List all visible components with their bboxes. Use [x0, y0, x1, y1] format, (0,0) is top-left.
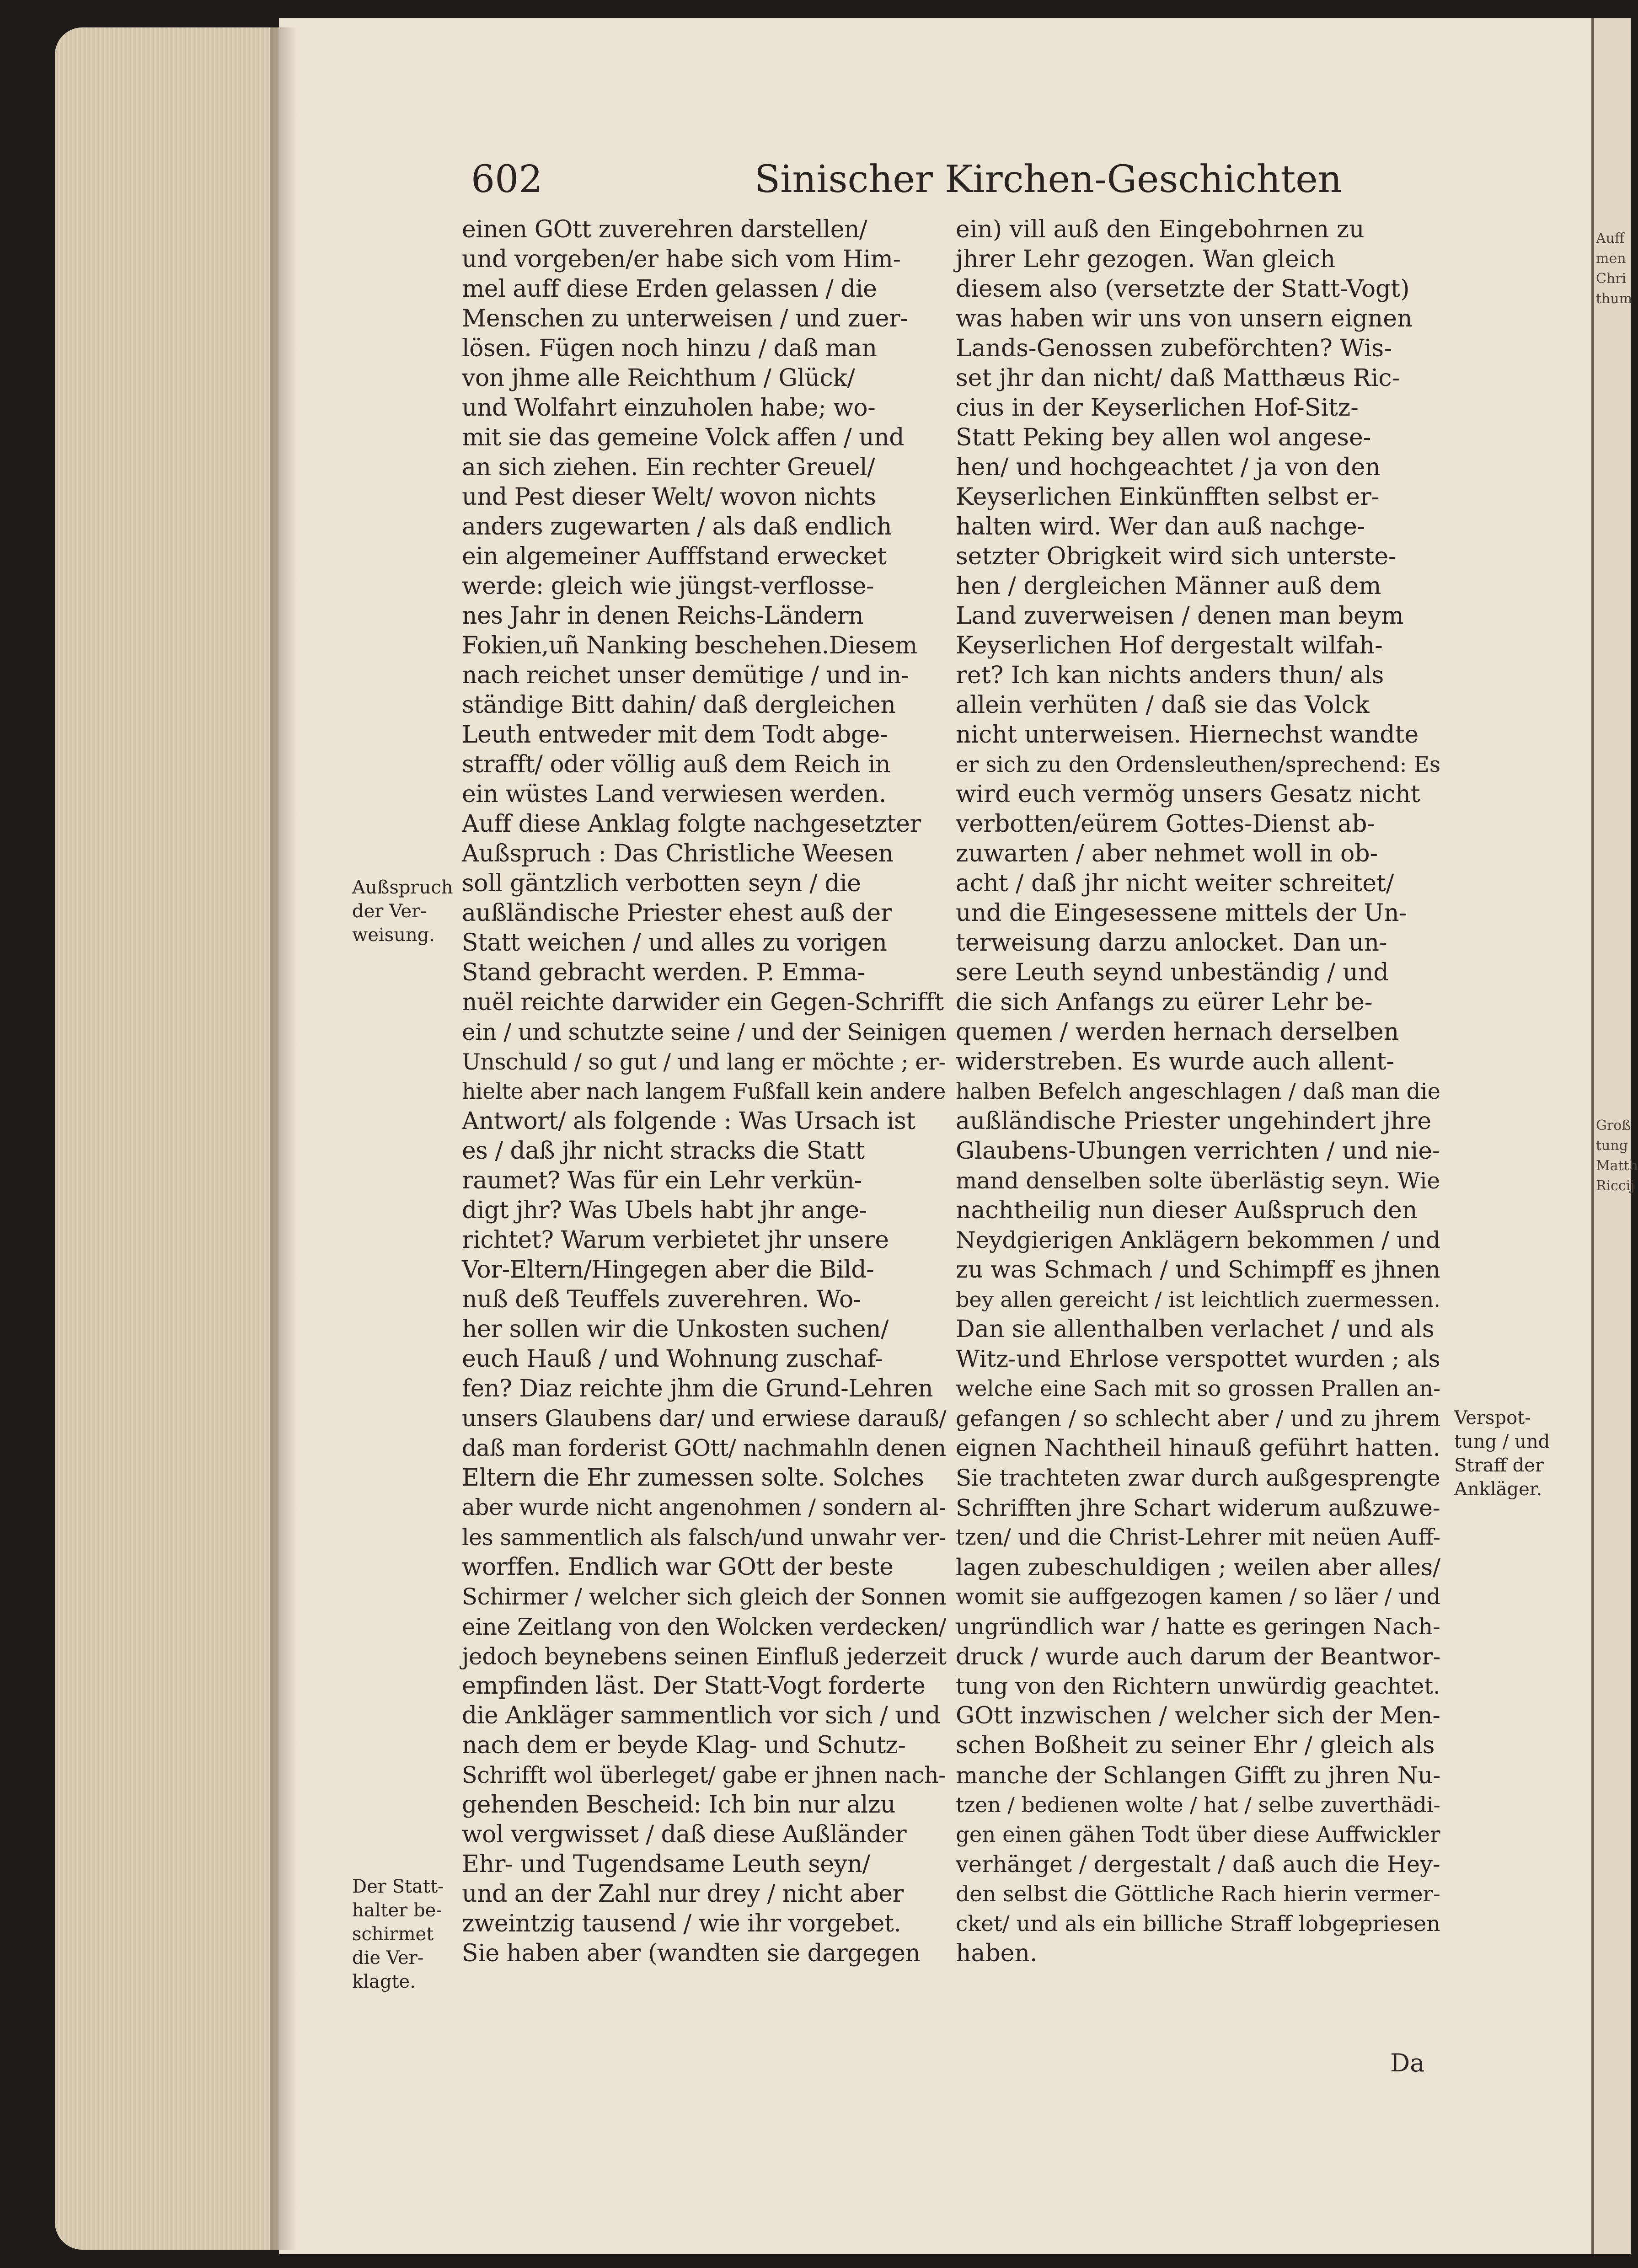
page-number: 602: [471, 158, 543, 201]
text-line: Neydgierigen Anklägern bekommen / und: [956, 1227, 1440, 1253]
text-line: fen? Diaz reichte jhm die Grund-Lehren: [462, 1375, 933, 1402]
text-line: verbotten/eürem Gottes-Dienst ab-: [956, 810, 1376, 838]
text-line: quemen / werden hernach derselben: [956, 1018, 1399, 1046]
fragment-line: tung: [1596, 1138, 1628, 1154]
text-line: außländische Priester ungehindert jhre: [956, 1107, 1432, 1135]
text-line: Sie trachteten zwar durch außgesprengte: [956, 1465, 1440, 1491]
margin-note-line: die Ver-: [352, 1947, 424, 1968]
text-line: digt jhr? Was Ubels habt jhr ange-: [462, 1197, 867, 1224]
text-line: tzen / bedienen wolte / hat / selbe zuverthädi-: [956, 1793, 1440, 1817]
text-line: Unschuld / so gut / und lang er möchte ; er-: [462, 1049, 946, 1075]
left-text-column: [462, 215, 947, 1968]
margin-note-line: Ankläger.: [1454, 1479, 1542, 1500]
margin-note-line: halter be-: [352, 1900, 442, 1921]
text-line: womit sie auffgezogen kamen / so läer / und: [956, 1584, 1440, 1610]
text-line: her sollen wir die Unkosten suchen/: [462, 1316, 889, 1343]
text-line: ein wüstes Land verwiesen werden.: [462, 781, 886, 808]
text-line: lagen zubeschuldigen ; weilen aber alles/: [956, 1554, 1441, 1581]
margin-note-verspottung: [1454, 1406, 1559, 1501]
text-line: worffen. Endlich war GOtt der beste: [462, 1553, 894, 1581]
text-line: Glaubens-Ubungen verrichten / und nie-: [956, 1137, 1440, 1165]
text-line: nuß deß Teuffels zuverehren. Wo-: [462, 1286, 861, 1313]
text-line: Fokien,uñ Nanking beschehen.Diesem: [462, 632, 917, 659]
text-line: lösen. Fügen noch hinzu / daß man: [462, 335, 877, 362]
text-line: eignen Nachtheil hinauß geführt hatten.: [956, 1434, 1441, 1462]
text-line: Dan sie allenthalben verlachet / und als: [956, 1316, 1435, 1343]
facing-page-fragment-top: [1596, 229, 1633, 309]
text-line: Menschen zu unterweisen / und zuer-: [462, 305, 908, 332]
fragment-line: thum: [1596, 291, 1633, 307]
text-line: Witz-und Ehrlose verspottet wurden ; als: [956, 1346, 1440, 1373]
text-line: Schrifft wol überleget/ gabe er jhnen nach-: [462, 1762, 946, 1788]
text-line: ständige Bitt dahin/ daß dergleichen: [462, 691, 896, 719]
text-line: den selbst die Göttliche Rach hierin vermer-: [956, 1882, 1440, 1907]
text-line: gehenden Bescheid: Ich bin nur alzu: [462, 1791, 895, 1819]
text-line: Lands-Genossen zubeförchten? Wis-: [956, 335, 1392, 362]
text-line: und Pest dieser Welt/ wovon nichts: [462, 483, 876, 511]
text-line: Land zuverweisen / denen man beym: [956, 602, 1404, 630]
text-line: les sammentlich als falsch/und unwahr ver-: [462, 1524, 946, 1551]
text-line: von jhme alle Reichthum / Glück/: [462, 364, 855, 392]
text-line: ret? Ich kan nichts anders thun/ als: [956, 662, 1384, 689]
margin-note-line: der Ver-: [352, 901, 427, 922]
text-line: er sich zu den Ordensleuthen/sprechend: Es: [956, 752, 1441, 777]
text-line: mand denselben solte überlästig seyn. Wie: [956, 1168, 1440, 1194]
text-line: ungründlich war / hatte es geringen Nach-: [956, 1614, 1440, 1640]
running-title: Sinischer Kirchen-Geschichten: [755, 158, 1342, 201]
text-line: cket/ und als ein billiche Straff lobgepriesen: [956, 1911, 1440, 1936]
fragment-line: Auff: [1596, 230, 1625, 246]
text-line: nicht unterweisen. Hiernechst wandte: [956, 721, 1419, 749]
text-line: soll gäntzlich verbotten seyn / die: [462, 870, 861, 897]
text-line: mit sie das gemeine Volck affen / und: [462, 424, 905, 451]
text-line: und die Eingesessene mittels der Un-: [956, 899, 1408, 927]
text-line: wol vergwisset / daß diese Außländer: [462, 1821, 907, 1848]
text-line: Leuth entweder mit dem Todt abge-: [462, 721, 888, 749]
text-line: zuwarten / aber nehmet woll in ob-: [956, 840, 1378, 867]
text-line: Stand gebracht werden. P. Emma-: [462, 959, 865, 986]
text-line: was haben wir uns von unsern eignen: [956, 305, 1413, 332]
text-line: setzter Obrigkeit wird sich unterste-: [956, 543, 1397, 570]
text-line: halben Befelch angeschlagen / daß man die: [956, 1079, 1440, 1104]
text-line: wird euch vermög unsers Gesatz nicht: [956, 781, 1420, 808]
text-line: Außspruch : Das Christliche Weesen: [462, 840, 894, 867]
text-line: anders zugewarten / als daß endlich: [462, 513, 892, 540]
text-line: empfinden läst. Der Statt-Vogt forderte: [462, 1672, 926, 1700]
fragment-line: Chri: [1596, 271, 1627, 287]
text-line: und Wolfahrt einzuholen habe; wo-: [462, 394, 876, 422]
text-line: set jhr dan nicht/ daß Matthæus Ric-: [956, 364, 1400, 392]
text-line: haben.: [956, 1940, 1038, 1967]
text-line: welche eine Sach mit so grossen Prallen an-: [956, 1376, 1441, 1401]
text-line: acht / daß jhr nicht weiter schreitet/: [956, 870, 1394, 897]
text-line: die sich Anfangs zu eürer Lehr be-: [956, 989, 1373, 1016]
text-line: Sie haben aber (wandten sie dargegen: [462, 1940, 921, 1967]
text-line: widerstreben. Es wurde auch allent-: [956, 1048, 1395, 1075]
margin-note-line: weisung.: [352, 925, 435, 946]
text-line: an sich ziehen. Ein rechter Greuel/: [462, 454, 875, 481]
text-line: gen einen gähen Todt über diese Auffwickler: [956, 1822, 1440, 1847]
text-line: nachtheilig nun dieser Außspruch den: [956, 1197, 1418, 1224]
text-line: allein verhüten / daß sie das Volck: [956, 691, 1370, 719]
text-line: raumet? Was für ein Lehr verkün-: [462, 1167, 862, 1194]
text-line: daß man forderist GOtt/ nachmahln denen: [462, 1435, 946, 1461]
text-line: die Ankläger sammentlich vor sich / und: [462, 1702, 941, 1729]
book-page-edges: [55, 27, 279, 2250]
text-line: und vorgeben/er habe sich vom Him-: [462, 246, 901, 273]
text-line: unsers Glaubens dar/ und erwiese darauß/: [462, 1405, 947, 1432]
text-line: nuël reichte darwider ein Gegen-Schrifft: [462, 989, 944, 1016]
text-line: zweintzig tausend / wie ihr vorgebet.: [462, 1910, 901, 1937]
text-line: ein / und schutzte seine / und der Seinigen: [462, 1019, 947, 1045]
text-line: zu was Schmach / und Schimpff es jhnen: [956, 1256, 1440, 1284]
text-line: Keyserlichen Einkünfften selbst er-: [956, 483, 1380, 511]
text-line: verhänget / dergestalt / daß auch die Hey-: [956, 1851, 1440, 1878]
text-line: manche der Schlangen Gifft zu jhren Nu-: [956, 1762, 1441, 1789]
text-line: cius in der Keyserlichen Hof-Sitz-: [956, 394, 1359, 422]
text-line: und an der Zahl nur drey / nicht aber: [462, 1880, 904, 1908]
text-line: halten wird. Wer dan auß nachge-: [956, 513, 1365, 540]
text-line: nach reichet unser demütige / und in-: [462, 662, 909, 689]
catchword: Da: [1390, 2049, 1425, 2077]
text-line: mel auff diese Erden gelassen / die: [462, 275, 877, 303]
text-line: terweisung darzu anlocket. Dan un-: [956, 929, 1387, 957]
margin-note-line: Straff der: [1454, 1455, 1544, 1476]
fragment-line: Riccij: [1596, 1178, 1635, 1194]
text-line: bey allen gereicht / ist leichtlich zuermessen.: [956, 1287, 1440, 1312]
margin-note-line: tung / und: [1454, 1431, 1550, 1452]
spine-shadow: [270, 27, 297, 2250]
facing-page-fragment-middle: [1596, 1116, 1638, 1196]
text-line: jhrer Lehr gezogen. Wan gleich: [956, 246, 1336, 273]
text-line: tzen/ und die Christ-Lehrer mit neüen Auff-: [956, 1524, 1440, 1550]
text-line: Antwort/ als folgende : Was Ursach ist: [462, 1107, 915, 1135]
text-line: einen GOtt zuverehren darstellen/: [462, 216, 867, 243]
text-line: werde: gleich wie jüngst-verflosse-: [462, 572, 874, 600]
text-line: außländische Priester ehest auß der: [462, 899, 892, 927]
margin-note-line: schirmet: [352, 1924, 434, 1945]
margin-note-line: klagte.: [352, 1971, 416, 1992]
text-line: nach dem er beyde Klag- und Schutz-: [462, 1732, 906, 1759]
margin-note-line: Außspruch: [352, 877, 453, 898]
text-line: tung von den Richtern unwürdig geachtet.: [956, 1673, 1440, 1699]
text-line: GOtt inzwischen / welcher sich der Men-: [956, 1702, 1440, 1729]
text-line: es / daß jhr nicht stracks die Statt: [462, 1137, 865, 1165]
text-line: Ehr- und Tugendsame Leuth seyn/: [462, 1851, 870, 1878]
text-line: hen / dergleichen Männer auß dem: [956, 572, 1381, 600]
fragment-line: men: [1596, 251, 1626, 267]
text-line: sere Leuth seynd unbeständig / und: [956, 959, 1389, 986]
text-line: hen/ und hochgeachtet / ja von den: [956, 454, 1381, 481]
text-line: eine Zeitlang von den Wolcken verdecken/: [462, 1613, 947, 1640]
text-line: schen Boßheit zu seiner Ehr / gleich als: [956, 1732, 1435, 1759]
text-line: Keyserlichen Hof dergestalt wilfah-: [956, 632, 1383, 659]
text-line: jedoch beynebens seinen Einfluß jederzeit: [462, 1643, 947, 1670]
text-line: nes Jahr in denen Reichs-Ländern: [462, 602, 864, 630]
margin-note-statthalter: [352, 1875, 457, 1994]
text-line: Auff diese Anklag folgte nachgesetzter: [462, 810, 921, 838]
text-line: strafft/ oder völlig auß dem Reich in: [462, 751, 890, 778]
text-line: diesem also (versetzte der Statt-Vogt): [956, 275, 1410, 303]
text-line: Schrifften jhre Schart widerum außzuwe-: [956, 1494, 1440, 1521]
text-line: ein algemeiner Aufffstand erwecket: [462, 543, 887, 570]
text-line: aber wurde nicht angenohmen / sondern al-: [462, 1495, 946, 1520]
text-line: Eltern die Ehr zumessen solte. Solches: [462, 1464, 924, 1492]
text-line: richtet? Warum verbietet jhr unsere: [462, 1226, 889, 1254]
text-line: Vor-Eltern/Hingegen aber die Bild-: [462, 1256, 874, 1284]
margin-note-aussspruch: [352, 876, 457, 947]
text-line: Statt Peking bey allen wol angese-: [956, 424, 1371, 451]
margin-note-line: Der Statt-: [352, 1876, 444, 1897]
text-line: Statt weichen / und alles zu vorigen: [462, 929, 887, 957]
text-line: gefangen / so schlecht aber / und zu jhrem: [956, 1406, 1441, 1432]
fragment-line: Matth: [1596, 1158, 1638, 1174]
margin-note-line: Verspot-: [1454, 1407, 1531, 1428]
right-text-column: [956, 215, 1440, 1968]
text-line: ein) vill auß den Eingebohrnen zu: [956, 216, 1365, 243]
text-line: euch Hauß / und Wohnung zuschaf-: [462, 1345, 883, 1373]
text-line: hielte aber nach langem Fußfall kein andere: [462, 1079, 946, 1104]
text-line: Schirmer / welcher sich gleich der Sonnen: [462, 1583, 947, 1610]
text-line: druck / wurde auch darum der Beantwor-: [956, 1643, 1441, 1670]
fragment-line: Groß: [1596, 1118, 1631, 1134]
